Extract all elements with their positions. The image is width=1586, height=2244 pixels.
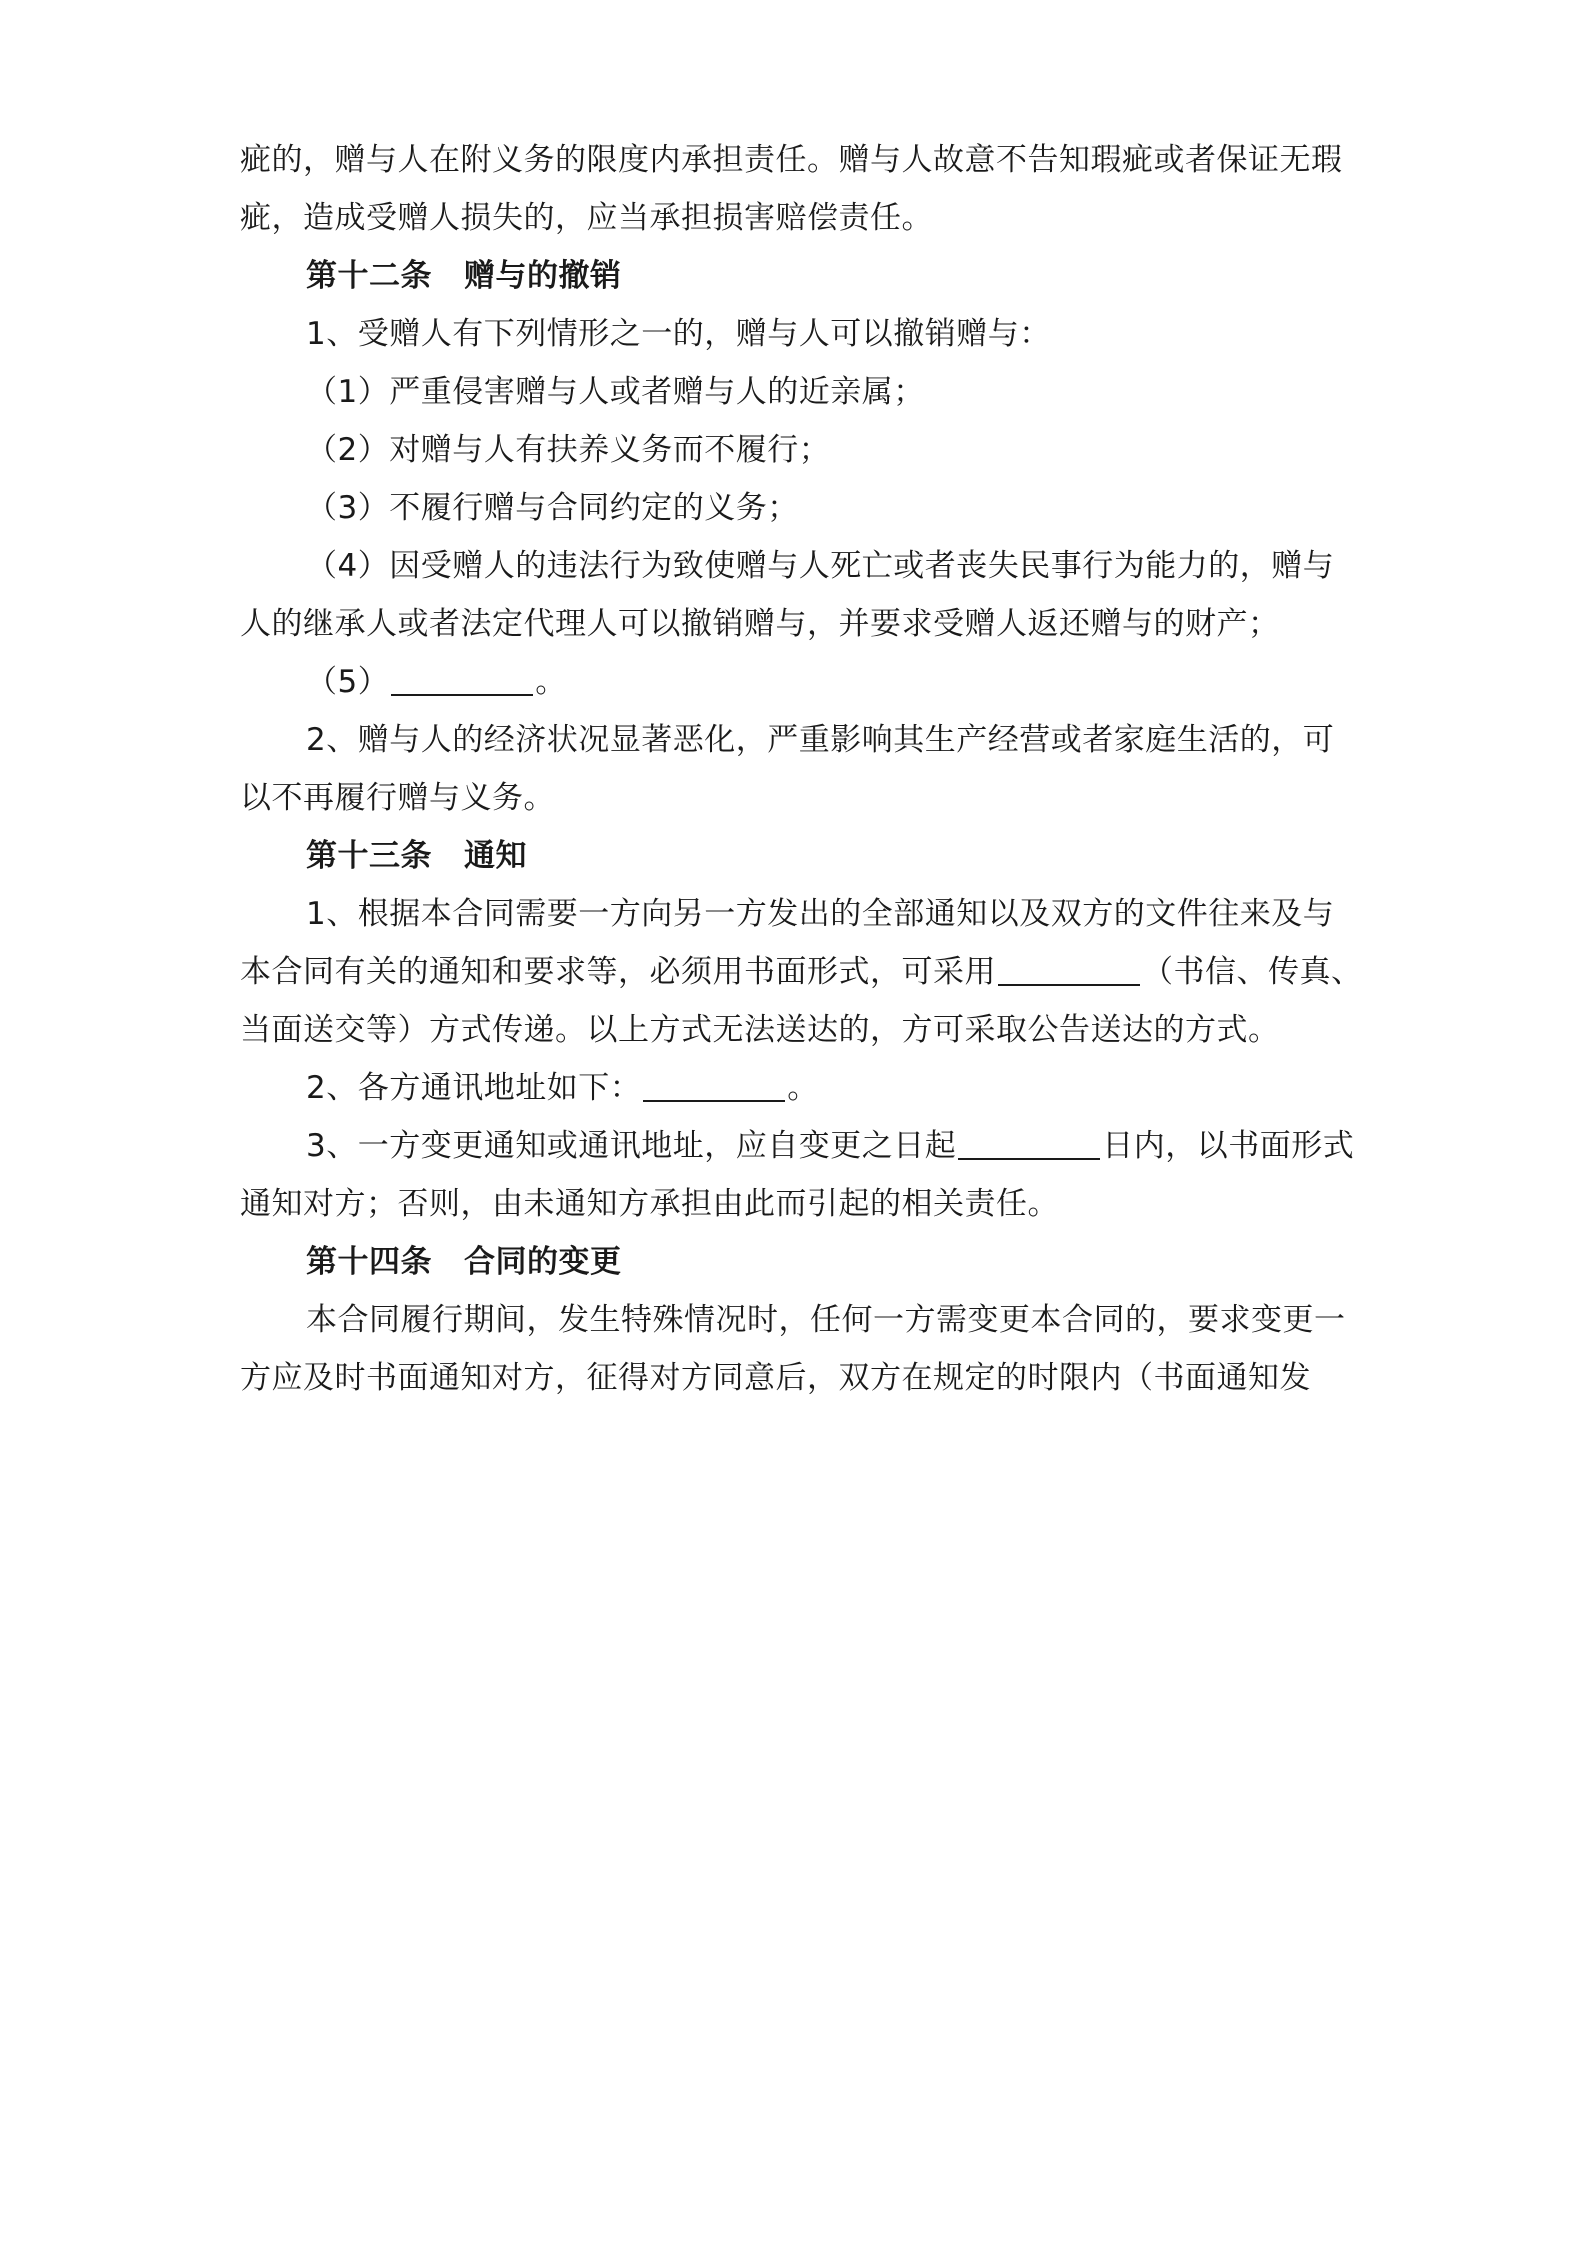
clause-line: 1、受赠人有下列情形之一的，赠与人可以撤销赠与： bbox=[306, 316, 1051, 352]
paragraph-line: 通知对方；否则，由未通知方承担由此而引起的相关责任。 bbox=[240, 1186, 1059, 1222]
line-prefix: 2、各方通讯地址如下： bbox=[306, 1070, 642, 1106]
article-number: 第十二条 bbox=[306, 258, 432, 294]
fill-blank[interactable] bbox=[958, 1128, 1100, 1160]
paragraph-line: 疵的，赠与人在附义务的限度内承担责任。赠与人故意不告知瑕疵或者保证无瑕 bbox=[240, 142, 1343, 178]
fill-blank[interactable] bbox=[643, 1070, 785, 1102]
list-item: （3）不履行赠与合同约定的义务； bbox=[306, 490, 799, 526]
paragraph-line: 疵，造成受赠人损失的，应当承担损害赔偿责任。 bbox=[240, 200, 933, 236]
list-item: （1）严重侵害赠与人或者赠与人的近亲属； bbox=[306, 374, 925, 410]
article-14-heading bbox=[306, 1237, 1360, 1287]
article-number: 第十四条 bbox=[306, 1244, 432, 1280]
line-suffix: （书信、传真、 bbox=[1142, 954, 1363, 990]
article-title: 赠与的撤销 bbox=[464, 258, 622, 294]
line-suffix: 日内，以书面形式 bbox=[1102, 1128, 1355, 1164]
clause-line-with-blank bbox=[306, 1121, 1360, 1171]
clause-line: 1、根据本合同需要一方向另一方发出的全部通知以及双方的文件往来及与 bbox=[306, 896, 1335, 932]
line-suffix: 。 bbox=[787, 1070, 819, 1106]
paragraph-line: 人的继承人或者法定代理人可以撤销赠与，并要求受赠人返还赠与的财产； bbox=[240, 606, 1280, 642]
paragraph-line: 以不再履行赠与义务。 bbox=[240, 780, 555, 816]
item-suffix: 。 bbox=[535, 664, 567, 700]
article-title: 合同的变更 bbox=[464, 1244, 622, 1280]
paragraph-line: 本合同履行期间，发生特殊情况时，任何一方需变更本合同的，要求变更一 bbox=[306, 1302, 1346, 1338]
article-13-heading bbox=[306, 831, 1360, 881]
line-prefix: 3、一方变更通知或通讯地址，应自变更之日起 bbox=[306, 1128, 957, 1164]
article-title: 通知 bbox=[464, 838, 527, 874]
paragraph-line: 方应及时书面通知对方，征得对方同意后，双方在规定的时限内（书面通知发 bbox=[240, 1360, 1311, 1396]
item-prefix: （5） bbox=[306, 664, 390, 700]
clause-line-with-blank bbox=[306, 1063, 1360, 1113]
list-item: （2）对赠与人有扶养义务而不履行； bbox=[306, 432, 831, 468]
article-number: 第十三条 bbox=[306, 838, 432, 874]
paragraph-line-with-blank bbox=[240, 947, 1363, 997]
list-item: （4）因受赠人的违法行为致使赠与人死亡或者丧失民事行为能力的，赠与 bbox=[306, 548, 1335, 584]
paragraph-line: 当面送交等）方式传递。以上方式无法送达的，方可采取公告送达的方式。 bbox=[240, 1012, 1280, 1048]
article-12-heading bbox=[306, 251, 1360, 301]
line-prefix: 本合同有关的通知和要求等，必须用书面形式，可采用 bbox=[240, 954, 996, 990]
list-item-5 bbox=[306, 657, 1360, 707]
fill-blank[interactable] bbox=[998, 954, 1140, 986]
clause-line: 2、赠与人的经济状况显著恶化，严重影响其生产经营或者家庭生活的，可 bbox=[306, 722, 1335, 758]
fill-blank[interactable] bbox=[391, 664, 533, 696]
